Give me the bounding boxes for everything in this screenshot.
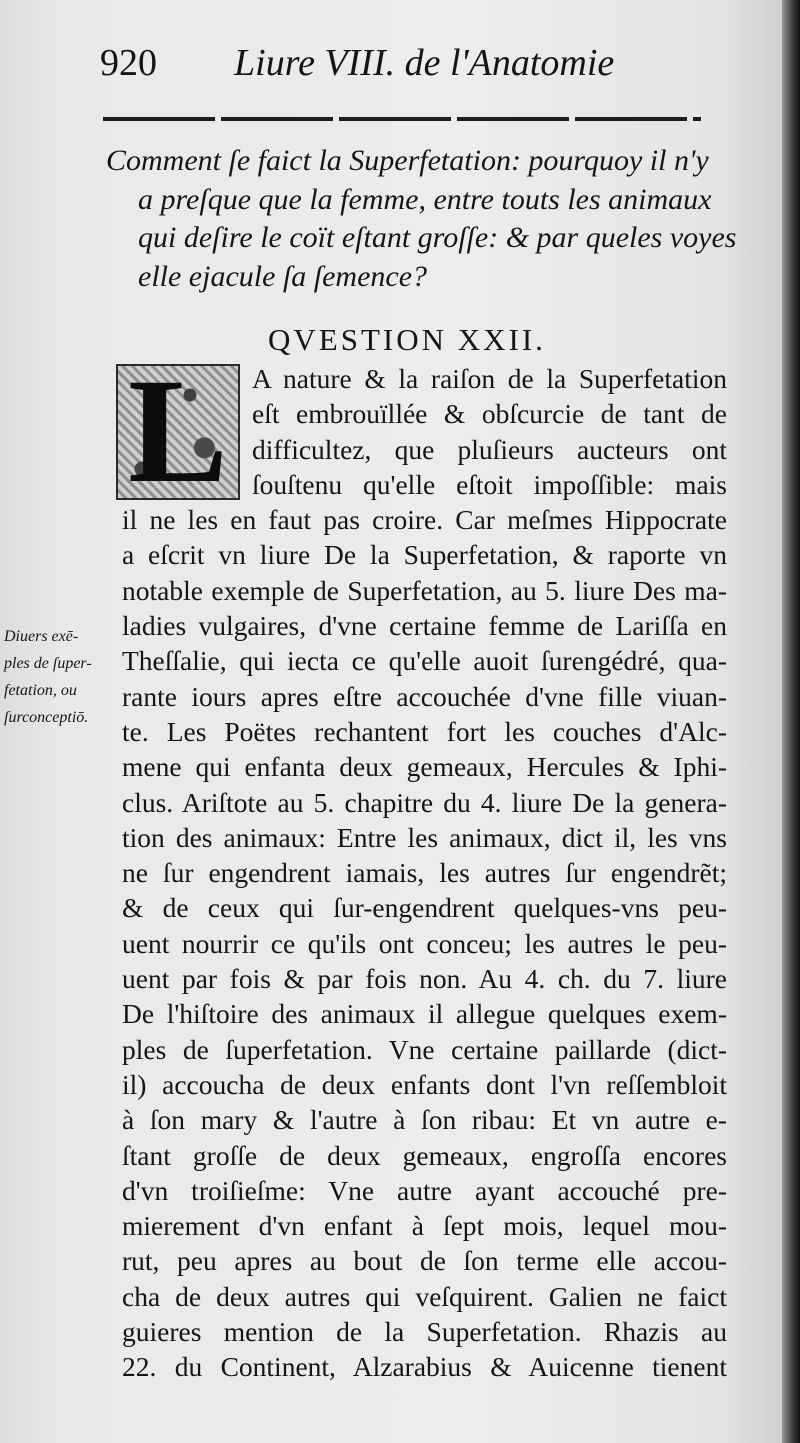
text-line: il ne les en faut pas croire. Car meſmes Hippocrate — [122, 504, 727, 536]
text-line: rante iours apres eſtre accouchée d'vne fille viuan- — [122, 680, 727, 712]
rubric-line: a preſque que la femme, entre touts les animaux — [138, 182, 712, 216]
drop-cap-letter: L — [127, 348, 229, 514]
margin-note-line: fetation, ou — [4, 682, 77, 699]
rubric-line: Comment ſe faict la Superfetation: pourquoy il n'y — [106, 144, 709, 177]
text-line: difficultez, que pluſieurs aucteurs ont — [252, 433, 727, 465]
text-line: notable exemple de Superfetation, au 5. liure Des ma- — [122, 574, 727, 606]
text-line: il) accoucha de deux enfants dont l'vn reſſembloit — [122, 1068, 727, 1100]
body-text — [122, 361, 727, 1385]
rubric-line: elle ejacule ſa ſemence? — [138, 259, 428, 293]
text-line: De l'hiſtoire des animaux il allegue quelques exem- — [122, 998, 727, 1030]
margin-note-line: Diuers exē- — [4, 628, 79, 645]
text-line: tion des animaux: Entre les animaux, dict il, les vns — [122, 821, 727, 853]
rubric-line: qui deſire le coït eſtant groſſe: & par queles voyes — [138, 221, 737, 254]
margin-note — [4, 623, 122, 731]
text-line: a eſcrit vn liure De la Superfetation, & raporte vn — [122, 539, 727, 571]
text-line: eſt embrouïllée & obſcurcie de tant de — [252, 398, 727, 430]
text-line: à ſon mary & l'autre à ſon ribau: Et vn autre e- — [122, 1104, 727, 1136]
text-line: ſouſtenu qu'elle eſtoit impoſſible: mais — [252, 468, 727, 500]
page-edge-shadow — [782, 0, 800, 1443]
text-line: A nature & la raiſon de la Superfetation — [252, 363, 727, 394]
text-line: guieres mention de la Superfetation. Rhazis au — [122, 1316, 727, 1348]
text-line: Theſſalie, qui iecta ce qu'elle auoit ſurengédré, qua- — [122, 645, 727, 677]
text-line: ladies vulgaires, d'vne certaine femme de Lariſſa en — [122, 610, 727, 642]
running-head — [100, 38, 620, 88]
text-line: ples de ſuperfetation. Vne certaine paillarde (dict- — [122, 1033, 727, 1065]
text-line: ſtant groſſe de deux gemeaux, engroſſa encores — [122, 1139, 727, 1171]
running-title: Liure VIII. de l'Anatomie — [234, 42, 615, 84]
text-line: uent par fois & par fois non. Au 4. ch. du 7. liure — [122, 963, 727, 995]
margin-note-line: ſurconceptiō. — [4, 709, 89, 726]
chapter-rubric — [106, 142, 737, 296]
header-rule — [103, 117, 701, 121]
text-line: cha de deux autres qui veſquirent. Galien ne faict — [122, 1280, 727, 1312]
text-line: rut, peu apres au bout de ſon terme elle accou- — [122, 1245, 727, 1277]
margin-note-line: ples de ſuper- — [4, 655, 92, 672]
text-line: mierement d'vn enfant à ſept mois, lequel mou- — [122, 1210, 727, 1242]
text-line: uent nourrir ce qu'ils ont conceu; les autres le peu- — [122, 927, 727, 959]
text-line: clus. Ariſtote au 5. chapitre du 4. liure De la genera- — [122, 786, 727, 818]
text-line: & de ceux qui ſur-engendrent quelques-vns peu- — [122, 892, 727, 924]
text-line: ne ſur engendrent iamais, les autres ſur engendrẽt; — [122, 857, 727, 889]
question-heading: QVESTION XXII. — [268, 322, 546, 357]
text-line: d'vn troiſieſme: Vne autre ayant accouché pre- — [122, 1174, 727, 1206]
page-number: 920 — [100, 42, 157, 84]
text-line: 22. du Continent, Alzarabius & Auicenne tienent — [122, 1351, 727, 1383]
text-line: te. Les Poëtes rechantent fort les couches d'Alc- — [122, 715, 727, 747]
text-line: mene qui enfanta deux gemeaux, Hercules & Iphi- — [122, 751, 727, 783]
